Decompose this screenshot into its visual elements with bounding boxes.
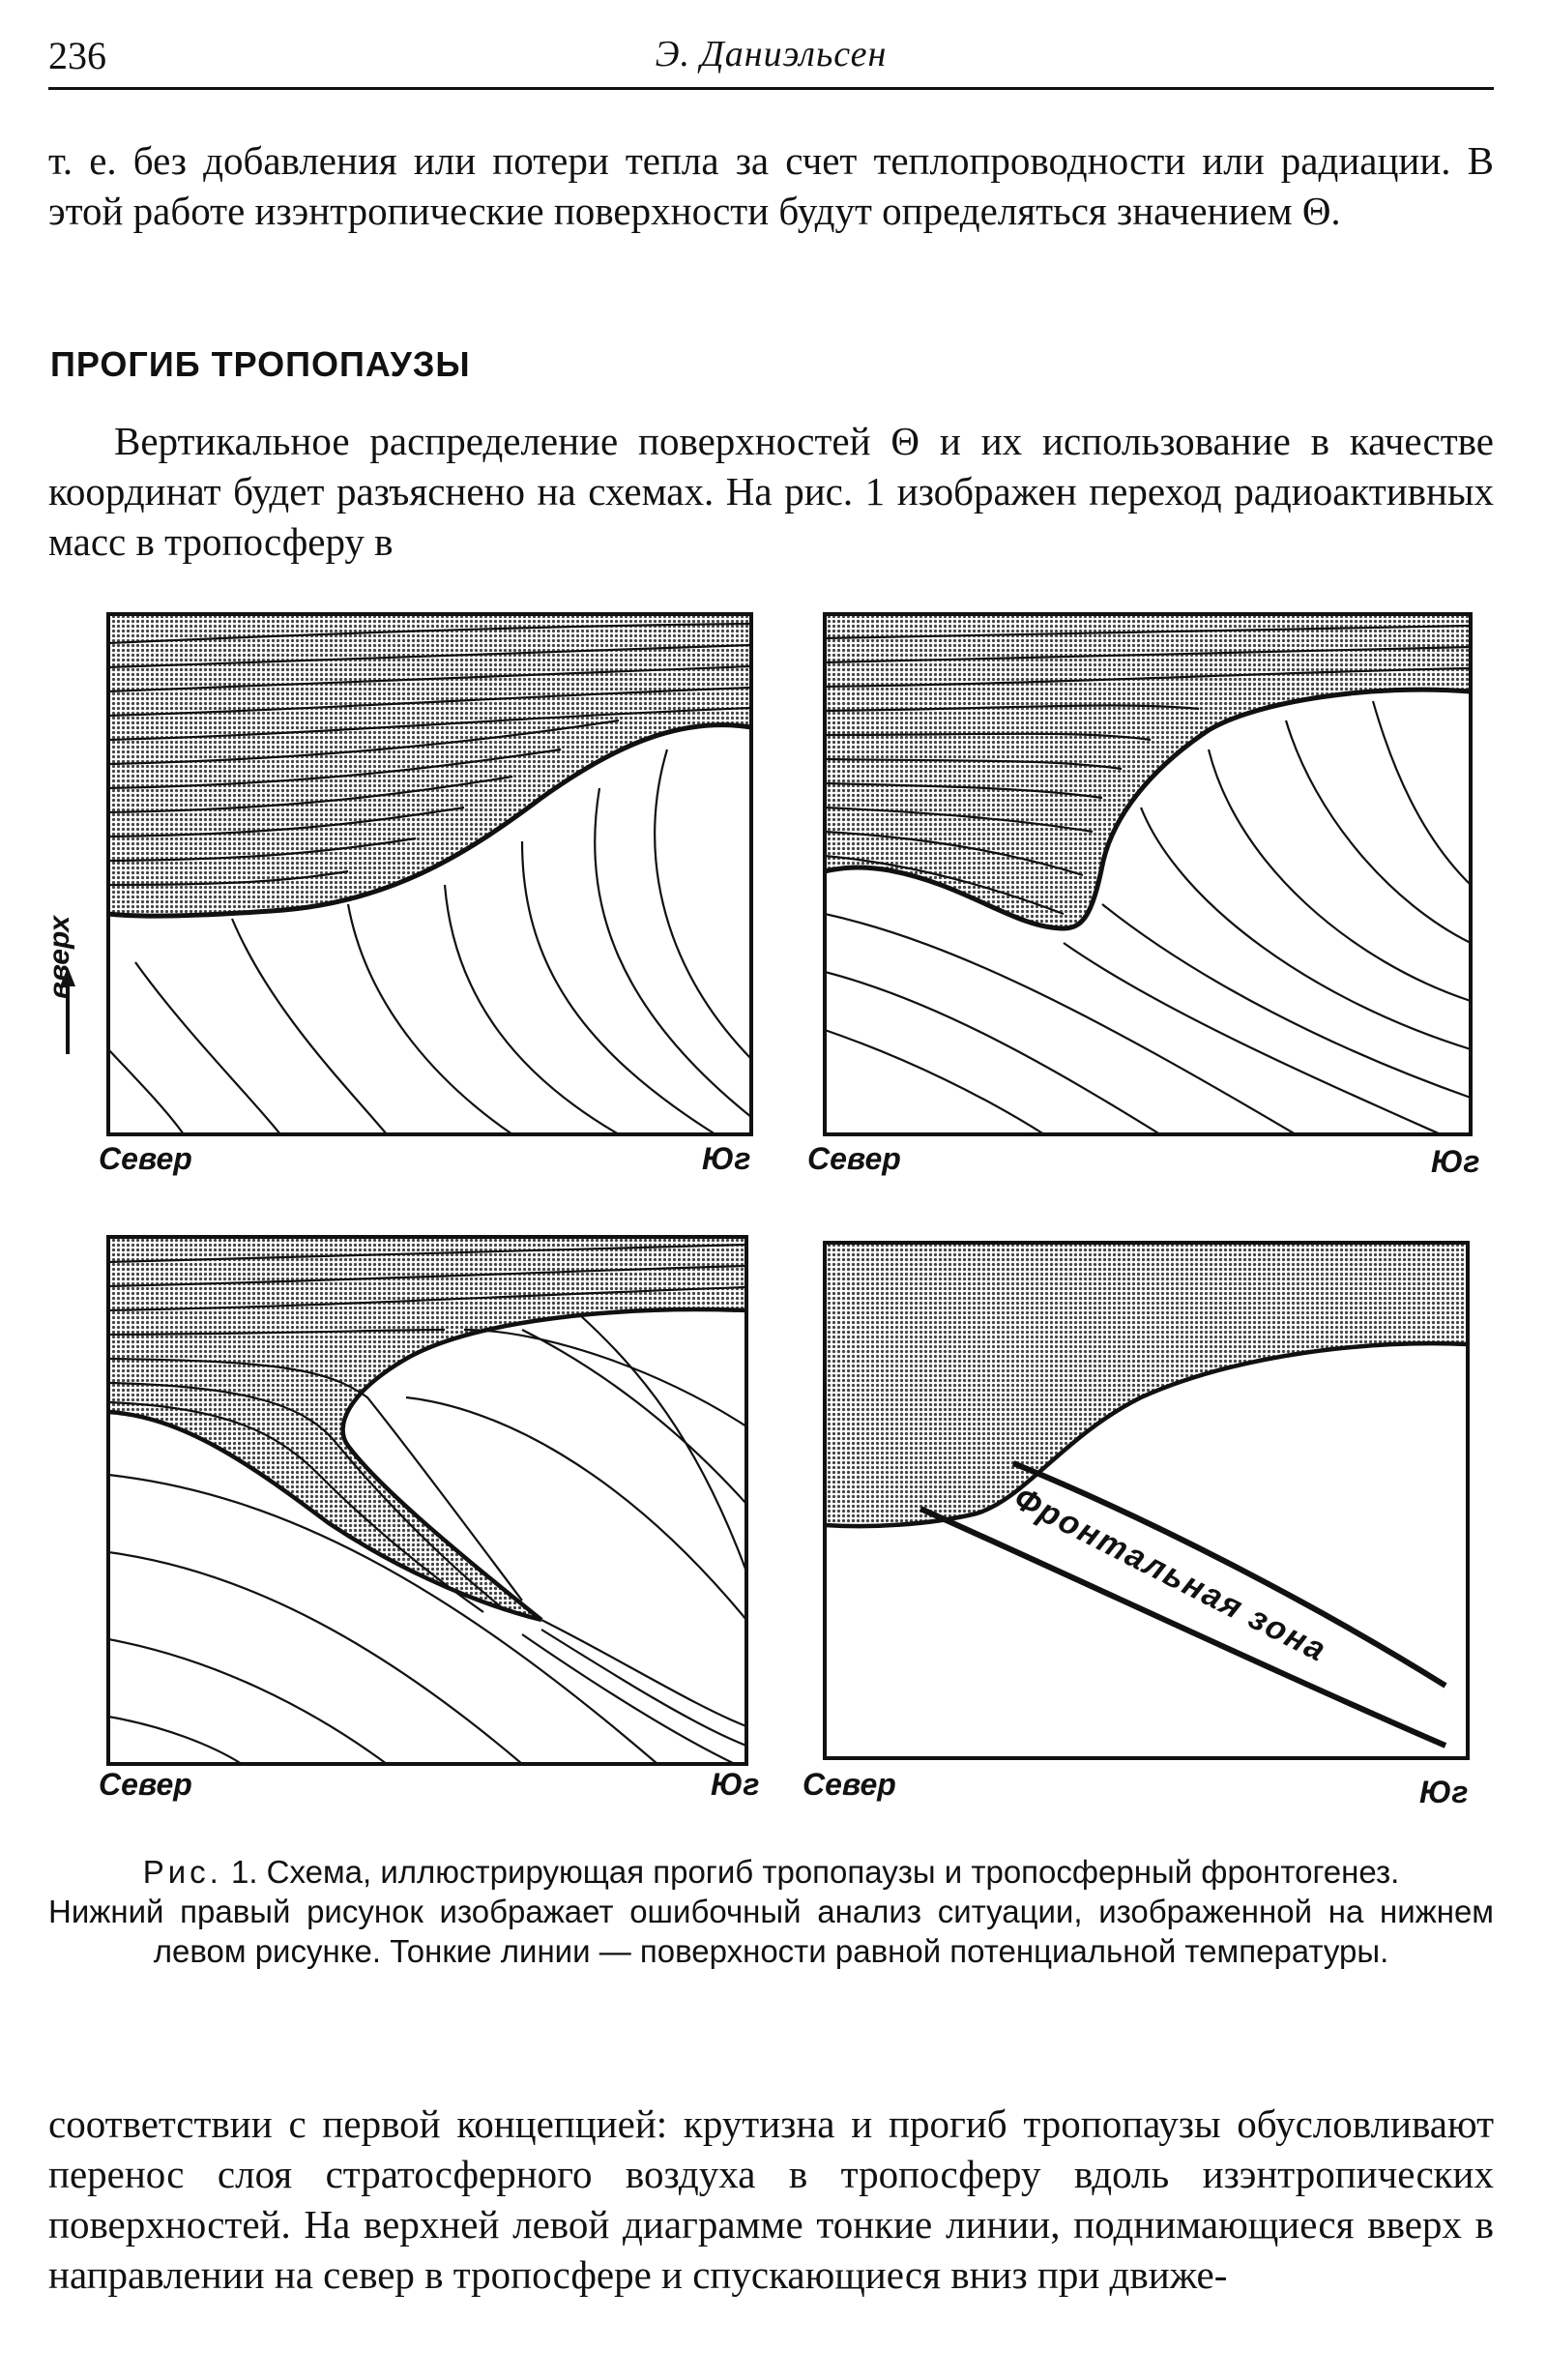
panel-lower-left <box>108 1237 746 1764</box>
frontal-zone-label: Фронтальная зона <box>1007 1480 1333 1670</box>
panel-lower-right <box>825 1243 1468 1758</box>
panel1-south-label: Юг <box>702 1141 751 1176</box>
caption-line-2: Нижний правый рисунок изображает ошибочный анализ ситуации, изображенной на нижнем левом рисунке. Тонкие линии — поверхности равной потенциальной температуры. <box>48 1894 1494 1969</box>
running-title: Э. Даниэльсен <box>655 34 888 74</box>
caption-line-1 <box>48 1852 1494 1892</box>
panel2-north-label: Север <box>807 1141 901 1176</box>
figure-1 <box>39 595 1508 1833</box>
panel3-north-label: Север <box>99 1767 192 1802</box>
header-rule <box>48 87 1494 90</box>
panel2-south-label: Юг <box>1431 1144 1480 1179</box>
caption-label: Рис. <box>142 1854 222 1890</box>
page-number: 236 <box>48 34 106 77</box>
caption-title: 1. Схема, иллюстрирующая прогиб тропопаузы и тропосферный фронтогенез. <box>221 1854 1400 1890</box>
panel-upper-right <box>825 614 1471 1134</box>
paragraph-1: т. е. без добавления или потери тепла за счет теплопроводности или радиации. В этой работе изэнтропические поверхности будут определяться значением Θ. <box>48 138 1494 233</box>
panel1-north-label: Север <box>99 1141 192 1176</box>
panel3-south-label: Юг <box>711 1767 760 1802</box>
paragraph-2: Вертикальное распределение поверхностей Θ и их использование в качестве координат будет разъяснено на схемах. На рис. 1 изображен переход радиоактивных масс в тропосферу в <box>48 419 1494 564</box>
section-heading: ПРОГИБ ТРОПОПАУЗЫ <box>50 344 471 384</box>
panel-upper-left <box>108 614 751 1134</box>
page-header <box>48 27 1494 89</box>
paragraph-3: соответствии с первой концепцией: крутизна и прогиб тропопаузы обусловливают перенос слоя стратосферного воздуха в тропосферу вдоль изэнтропических поверхностей. На верхней левой диаграмме тонкие линии, поднимающиеся вверх в направлении на север в тропосфере и спускающиеся вниз при движе- <box>48 2101 1494 2297</box>
up-label: вверх <box>44 915 75 1000</box>
panel4-south-label: Юг <box>1419 1775 1469 1809</box>
figure-caption <box>48 1852 1494 1971</box>
panel4-north-label: Север <box>803 1767 896 1802</box>
